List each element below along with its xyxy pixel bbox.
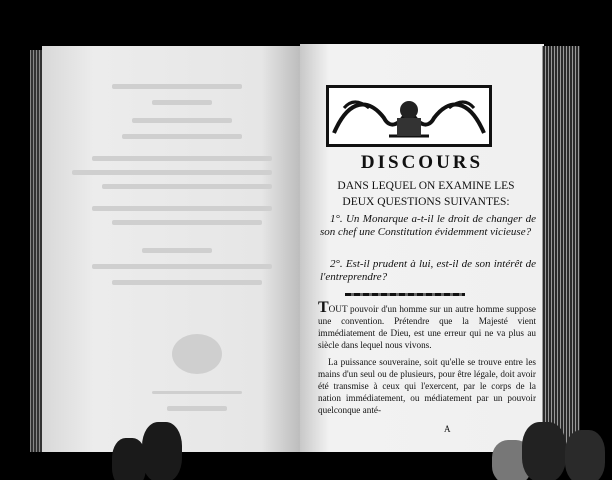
bleed-through-text (167, 406, 227, 411)
holding-finger (522, 422, 566, 480)
left-page (42, 46, 300, 452)
bleed-through-ornament (172, 334, 222, 374)
paragraph-1-text: OUT pouvoir d'un homme sur un autre homme suppose une convention. Prétendre que la Majesté vient immédiatement de Dieu, est une erreur qui ne va plus au siècle dans lequel nous vivons. (318, 304, 536, 350)
bleed-through-text (112, 220, 262, 225)
right-page-edges (542, 46, 580, 450)
bleed-through-text (92, 206, 272, 211)
question-2: 2°. Est-il prudent à lui, est-il de son intérêt de l'entreprendre? (320, 258, 536, 283)
holding-finger (112, 438, 146, 480)
signature-mark: A (444, 424, 451, 434)
bleed-through-text (92, 264, 272, 269)
question-1: 1°. Un Monarque a-t-il le droit de changer de son chef une Constitution évidemment vicieuse? (320, 213, 536, 238)
bleed-through-text (92, 156, 272, 161)
paragraph-1 (318, 299, 536, 351)
separator-rule (345, 293, 465, 296)
decorative-vignette (326, 85, 492, 147)
bleed-through-text (122, 134, 242, 139)
bleed-through-text (102, 184, 272, 189)
subtitle-line-2: DEUX QUESTIONS SUIVANTES: (342, 196, 510, 208)
bleed-through-text (112, 84, 242, 89)
paragraph-2: La puissance souveraine, soit qu'elle se trouve entre les mains d'un seul ou de plusieurs, pour être légale, doit avoir été transmise à ceux qui l'exercent, par le corps de la nation immédiatement, ou médiatement par un pouvoir quelconque anté- (318, 357, 536, 415)
holding-finger (565, 430, 605, 480)
bleed-through-text (132, 118, 232, 123)
bleed-through-text (72, 170, 272, 175)
bleed-through-text (152, 100, 212, 105)
drop-cap: T (318, 299, 329, 316)
vignette-engraving-icon (329, 88, 489, 144)
page-title: DISCOURS (360, 152, 484, 173)
subtitle-line-1: DANS LEQUEL ON EXAMINE LES (337, 180, 515, 192)
bleed-through-text (112, 280, 262, 285)
holding-finger (142, 422, 182, 480)
bleed-through-rule (152, 391, 242, 394)
bleed-through-text (142, 248, 212, 253)
